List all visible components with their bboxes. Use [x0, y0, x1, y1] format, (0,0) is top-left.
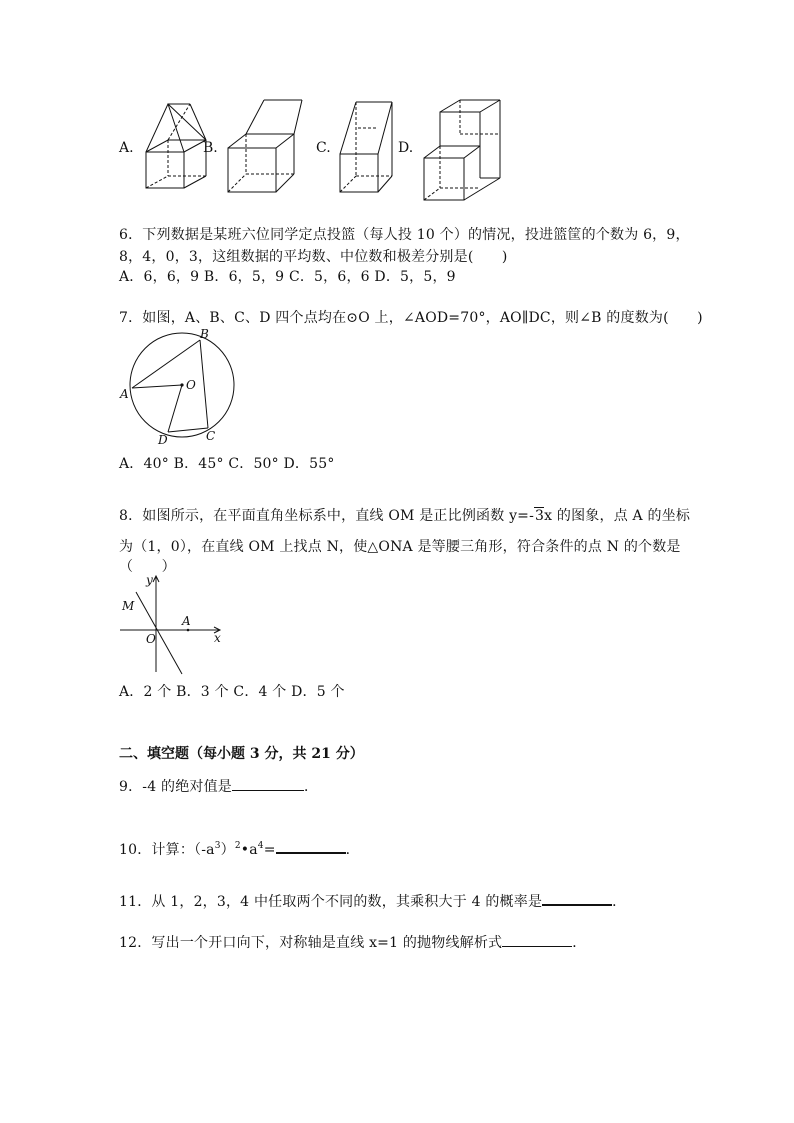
q9-end: ．	[304, 779, 319, 795]
q7-label-d: D	[158, 433, 168, 447]
q6-options: A．6，6，9 B．6，5，9 C．5，6，6 D．5，5，9	[119, 269, 456, 285]
q9-answer-blank[interactable]	[232, 776, 304, 791]
q5-figure-d	[418, 94, 508, 204]
q11	[119, 890, 626, 911]
q7-circle-figure	[116, 328, 246, 448]
q6-line2: 8，4，0，3，这组数据的平均数、中位数和极差分别是( )	[119, 249, 508, 265]
q6-line1: 6．下列数据是某班六位同学定点投篮（每人投 10 个）的情况，投进篮筐的个数为 6，9，	[119, 227, 690, 243]
q9-text: 9．-4 的绝对值是	[119, 779, 232, 795]
q10-end: ．	[345, 842, 360, 858]
q5-figure-b	[222, 98, 312, 198]
q8-label-y: y	[146, 573, 153, 587]
q10-eq: =	[263, 842, 276, 858]
q12-text: 12．写出一个开口向下，对称轴是直线 x=1 的抛物线解析式	[119, 935, 503, 951]
q12-answer-blank[interactable]	[502, 932, 572, 947]
q10-pre: 10．计算：（-a	[119, 842, 215, 858]
q7-line1: 7．如图，A、B、C、D 四个点均在⊙O 上，∠AOD=70°，AO∥DC，则∠B 的度数为( )	[119, 310, 703, 326]
q8-label-o: O	[146, 632, 156, 646]
q8-options: A．2 个 B．3 个 C．4 个 D．5 个	[119, 684, 345, 700]
q5-option-c-label: C.	[316, 140, 331, 156]
q8-line1-pre: 8．如图所示，在平面直角坐标系中，直线 OM 是正比例函数 y=-	[119, 508, 535, 524]
q5-figure-c	[336, 98, 406, 198]
q10-exp1: 3	[214, 841, 221, 851]
section2-heading: 二、填空题（每小题 3 分，共 21 分）	[119, 746, 364, 762]
q10-mid2: •a	[240, 842, 258, 858]
q5-option-a-label: A.	[119, 140, 134, 156]
q10-answer-blank[interactable]	[276, 838, 346, 854]
q10-mid: ）	[220, 842, 235, 858]
q5-option-d-label: D.	[398, 140, 414, 156]
q8-label-m: M	[122, 599, 135, 613]
q8-line1-sqrt: 3	[535, 508, 545, 524]
q7-label-o: O	[186, 378, 196, 392]
q12	[119, 932, 586, 952]
q5-figure-a	[138, 100, 208, 190]
q8-coordinate-figure	[116, 568, 236, 678]
q10	[119, 838, 360, 859]
q7-options: A．40° B．45° C．50° D．55°	[119, 456, 335, 472]
q9	[119, 776, 318, 796]
q7-label-a: A	[120, 387, 129, 401]
q5-option-b-label: B.	[203, 140, 218, 156]
q11-end: ．	[612, 894, 627, 910]
q8-line2: 为（1，0），在直线 OM 上找点 N，使△ONA 是等腰三角形，符合条件的点 N 的个数是	[119, 539, 681, 555]
q11-answer-blank[interactable]	[542, 890, 612, 906]
q11-text: 11．从 1，2，3，4 中任取两个不同的数，其乘积大于 4 的概率是	[119, 894, 543, 910]
q8-label-a: A	[182, 614, 191, 628]
q8-line1	[119, 505, 690, 525]
q8-line1-post: x 的图象，点 A 的坐标	[544, 508, 691, 524]
q7-label-c: C	[206, 429, 216, 443]
q8-line3: （ ）	[119, 559, 176, 575]
q7-label-b: B	[200, 327, 209, 341]
q10-exp2: 2	[234, 841, 241, 851]
q10-exp3: 4	[257, 841, 264, 851]
q8-label-x: x	[214, 631, 221, 645]
q12-end: ．	[572, 935, 587, 951]
